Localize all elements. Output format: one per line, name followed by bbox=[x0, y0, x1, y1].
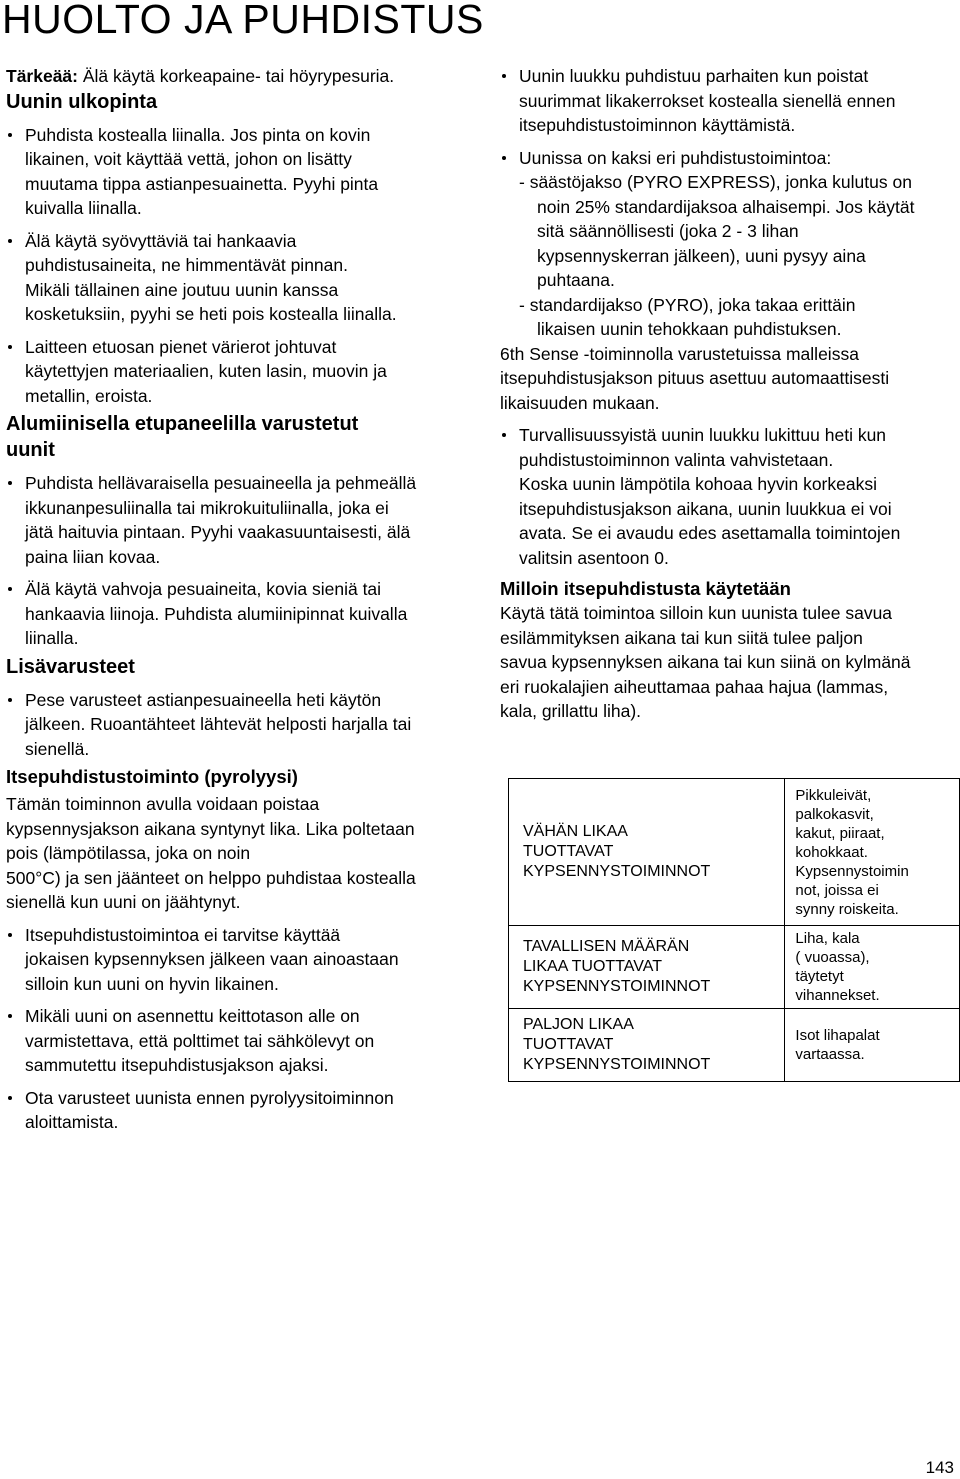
text-line: Ota varusteet uunista ennen pyrolyysitoiminnon bbox=[25, 1087, 394, 1108]
text-line: Mikäli uuni on asennettu keittotason alle on bbox=[25, 1006, 360, 1026]
bullet-dot bbox=[8, 1014, 12, 1018]
text-line: LIKAA TUOTTAVAT bbox=[523, 958, 662, 975]
text-line: puhtaana. bbox=[537, 270, 615, 290]
pyrolysis-intro bbox=[6, 792, 464, 915]
section-heading-exterior: Uunin ulkopinta bbox=[6, 90, 158, 113]
text-line: KYPSENNYSTOIMINNOT bbox=[523, 863, 711, 880]
text-line: sammutettu itsepuhdistusjakson ajaksi. bbox=[25, 1055, 329, 1075]
text-line: hankaavia liinoja. Puhdista alumiinipinnat kuivalla bbox=[25, 603, 408, 624]
text-line: 6th Sense -toiminnolla varustetuissa malleissa bbox=[500, 343, 859, 364]
text-line: metallin, eroista. bbox=[25, 385, 153, 406]
bullet-item bbox=[6, 1004, 464, 1078]
text-line: sitä säännöllisesti (joka 2 - 3 lihan bbox=[537, 221, 799, 241]
bullet-dot bbox=[8, 133, 12, 137]
text-line: jälkeen. Ruoantähteet lähtevät helposti harjalla tai bbox=[25, 714, 412, 734]
text-line: itsepuhdistusjakson aikana, uunin luukkua ei voi bbox=[519, 498, 892, 519]
soil-level-cell bbox=[509, 779, 785, 926]
bullet-item bbox=[6, 1086, 464, 1135]
bullet-dot bbox=[8, 933, 12, 937]
text-line: Turvallisuussyistä uunin luukku lukittuu heti kun bbox=[519, 425, 887, 445]
text-line: Käytä tätä toimintoa silloin kun uunista tulee savua bbox=[500, 603, 893, 623]
text-line: - säästöjakso (PYRO EXPRESS), jonka kulutus on bbox=[519, 172, 912, 192]
section-heading-aluminium: Alumiinisella etupaneelilla varustetut uunit bbox=[6, 413, 359, 461]
soil-examples-cell bbox=[785, 779, 960, 926]
bullet-item bbox=[6, 123, 464, 221]
section-heading-pyrolysis: Itsepuhdistustoiminto (pyrolyysi) bbox=[6, 766, 298, 787]
text-line: Älä käytä syövyttäviä tai hankaavia bbox=[25, 230, 297, 251]
soil-table-row bbox=[509, 779, 960, 926]
door-cleaning-bullet bbox=[500, 64, 952, 138]
text-line: vihannekset. bbox=[795, 987, 880, 1004]
text-line: Mikäli tällainen aine joutuu uunin kanssa bbox=[25, 279, 339, 300]
text-line: TAVALLISEN MÄÄRÄN bbox=[523, 938, 690, 955]
text-line: kosketuksiin, pyyhi se heti pois kostealla liinalla. bbox=[25, 304, 397, 324]
text-line: puhdistusaineita, ne himmentävät pinnan. bbox=[25, 255, 348, 275]
text-line: muutama tippa astianpesuainetta. Pyyhi pinta bbox=[25, 173, 379, 194]
text-line: ( vuoassa), bbox=[795, 949, 870, 966]
important-label: Tärkeää: bbox=[6, 66, 78, 86]
text-line: Pese varusteet astianpesuaineella heti käytön bbox=[25, 689, 382, 710]
text-line: not, joissa ei bbox=[795, 881, 879, 899]
soil-examples-cell bbox=[785, 926, 960, 1009]
text-line: ikkunanpesuliinalla tai mikrokuituliinalla, joka ei bbox=[25, 497, 389, 518]
bullet-dot bbox=[8, 1096, 12, 1100]
text-line: TUOTTAVAT bbox=[523, 843, 614, 860]
bullet-dot bbox=[8, 698, 12, 702]
text-line: itsepuhdistusjakson pituus asettuu automaattisesti bbox=[500, 368, 890, 388]
text-line: - standardijakso (PYRO), joka takaa erittäin bbox=[519, 294, 856, 315]
text-line: kohokkaat. bbox=[795, 843, 868, 861]
text-line: esilämmityksen aikana tai kun siitä tulee paljon bbox=[500, 627, 863, 648]
bullet-item bbox=[6, 229, 464, 327]
important-text: Älä käytä korkeapaine- tai höyrypesuria. bbox=[78, 66, 395, 86]
text-line: jokaisen kypsennyksen jälkeen vaan ainoastaan bbox=[25, 949, 399, 969]
text-line: Puhdista hellävaraisella pesuaineella ja pehmeällä bbox=[25, 473, 417, 493]
text-line: Koska uunin lämpötila kohoaa hyvin korkeaksi bbox=[519, 474, 877, 494]
text-line: aloittamista. bbox=[25, 1112, 119, 1132]
bullet-dot bbox=[8, 587, 12, 591]
aluminium-bullets bbox=[6, 471, 464, 651]
sixth-sense-paragraph bbox=[500, 342, 952, 416]
page-number: 143 bbox=[925, 1458, 954, 1477]
text-line: varmistettava, että polttimet tai sähkölevyt on bbox=[25, 1030, 375, 1051]
text-line: noin 25% standardijaksoa alhaisempi. Jos käytät bbox=[537, 196, 915, 217]
bullet-dot bbox=[8, 345, 12, 349]
text-line: kypsennysjakson aikana syntynyt lika. Lika poltetaan bbox=[6, 818, 415, 839]
text-line: 500°C) ja sen jäänteet on helppo puhdistaa kostealla bbox=[6, 867, 416, 888]
text-line: käytettyjen materiaalien, kuten lasin, muovin ja bbox=[25, 361, 387, 381]
text-line: Itsepuhdistustoimintoa ei tarvitse käyttää bbox=[25, 924, 341, 945]
text-line: kypsennyskerran jälkeen), uuni pysyy aina bbox=[537, 245, 866, 266]
text-line: sienellä. bbox=[25, 738, 90, 759]
text-line: savua kypsennyksen aikana tai kun siinä on kylmänä bbox=[500, 652, 911, 672]
exterior-bullets bbox=[6, 123, 464, 409]
text-line: Älä käytä vahvoja pesuaineita, kovia sieniä tai bbox=[25, 579, 382, 599]
text-line: Laitteen etuosan pienet värierot johtuvat bbox=[25, 336, 337, 357]
text-line: suurimmat likakerrokset kostealla sienellä ennen bbox=[519, 90, 896, 111]
soil-examples-cell bbox=[785, 1009, 960, 1082]
important-note bbox=[6, 64, 464, 89]
bullet-dot bbox=[8, 239, 12, 243]
text-line: Pikkuleivät, bbox=[795, 786, 872, 804]
bullet-dot bbox=[502, 156, 506, 160]
bullet-item bbox=[6, 688, 464, 762]
text-line: Tämän toiminnon avulla voidaan poistaa bbox=[6, 794, 320, 814]
cleaning-modes-list bbox=[500, 170, 952, 342]
text-line: KYPSENNYSTOIMINNOT bbox=[523, 978, 711, 995]
text-line: sienellä kun uuni on jäähtynyt. bbox=[6, 892, 241, 912]
text-line: likaisuuden mukaan. bbox=[500, 392, 660, 413]
text-line: palkokasvit, bbox=[795, 805, 874, 823]
text-line: Puhdista kostealla liinalla. Jos pinta on kovin bbox=[25, 124, 371, 145]
text-line: liinalla. bbox=[25, 628, 79, 648]
text-line: puhdistustoiminnon valinta vahvistetaan. bbox=[519, 449, 834, 470]
door-lock-bullet bbox=[500, 423, 952, 570]
text-line: likainen, voit käyttää vettä, johon on lisätty bbox=[25, 149, 352, 169]
accessories-bullets bbox=[6, 688, 464, 762]
text-line: PALJON LIKAA bbox=[523, 1016, 634, 1033]
soil-level-table bbox=[508, 778, 960, 1082]
text-line: kuivalla liinalla. bbox=[25, 198, 142, 218]
text-line: valitsin asentoon 0. bbox=[519, 547, 669, 568]
when-paragraph bbox=[500, 601, 952, 724]
text-line: Uunin luukku puhdistuu parhaiten kun poistat bbox=[519, 66, 869, 86]
text-line: kala, grillattu liha). bbox=[500, 701, 642, 721]
soil-table-row bbox=[509, 926, 960, 1009]
text-line: silloin kun uuni on hyvin likainen. bbox=[25, 973, 279, 994]
cleaning-mode bbox=[500, 170, 952, 293]
text-line: eri ruokalajien aiheuttamaa pahaa hajua (lammas, bbox=[500, 676, 889, 697]
text-line: Liha, kala bbox=[795, 930, 860, 947]
text-line: kakut, piiraat, bbox=[795, 824, 885, 842]
text-line: vartaassa. bbox=[795, 1046, 865, 1063]
page-title: HUOLTO JA PUHDISTUS bbox=[2, 0, 484, 42]
text-line: Kypsennystoimin bbox=[795, 862, 909, 880]
text-line: pois (lämpötilassa, joka on noin bbox=[6, 843, 251, 863]
bullet-item bbox=[6, 923, 464, 997]
cleaning-mode bbox=[500, 293, 952, 342]
bullet-item bbox=[6, 471, 464, 569]
text-line: paina liian kovaa. bbox=[25, 546, 161, 567]
pyrolysis-bullets bbox=[6, 923, 464, 1135]
left-column bbox=[6, 64, 464, 1135]
text-line: synny roiskeita. bbox=[795, 900, 899, 918]
bullet-item bbox=[6, 577, 464, 651]
right-column bbox=[500, 64, 952, 724]
text-line: KYPSENNYSTOIMINNOT bbox=[523, 1056, 711, 1073]
cleaning-modes-bullet: Uunissa on kaksi eri puhdistustoimintoa: bbox=[500, 146, 952, 171]
bullet-dot bbox=[502, 74, 506, 78]
soil-level-cell bbox=[509, 1009, 785, 1082]
text-line: Isot lihapalat bbox=[795, 1027, 880, 1044]
text-line: itsepuhdistustoiminnon käyttämistä. bbox=[519, 115, 796, 135]
soil-table-row bbox=[509, 1009, 960, 1082]
text-line: avata. Se ei avaudu edes asettamalla toimintojen bbox=[519, 523, 901, 543]
text-line: täytetyt bbox=[795, 968, 844, 985]
soil-level-cell bbox=[509, 926, 785, 1009]
text-line: VÄHÄN LIKAA bbox=[523, 823, 628, 840]
text-line: jätä haituvia pintaan. Pyyhi vaakasuuntaisesti, älä bbox=[25, 522, 411, 542]
bullet-dot bbox=[502, 433, 506, 437]
bullet-item bbox=[6, 335, 464, 409]
text-line: likaisen uunin tehokkaan puhdistuksen. bbox=[537, 319, 842, 339]
bullet-dot bbox=[8, 481, 12, 485]
section-heading-when: Milloin itsepuhdistusta käytetään bbox=[500, 578, 791, 599]
text-line: TUOTTAVAT bbox=[523, 1036, 614, 1053]
section-heading-accessories: Lisävarusteet bbox=[6, 655, 135, 678]
